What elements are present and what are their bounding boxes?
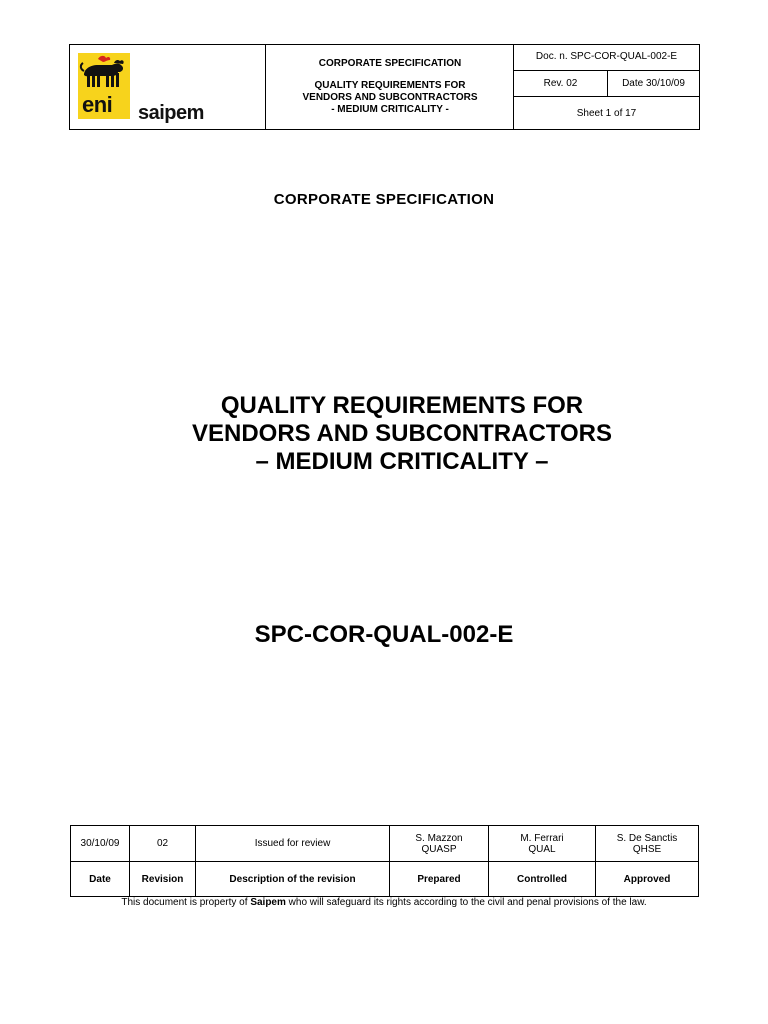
table-row [71, 826, 699, 862]
approved-cell [596, 826, 699, 862]
property-notice [0, 897, 768, 908]
controlled-name: M. Ferrari [520, 832, 564, 844]
header-subtitle [266, 80, 514, 116]
controlled-cell [489, 826, 596, 862]
header-description: Description of the revision [196, 862, 390, 897]
header-prepared: Prepared [390, 862, 489, 897]
header-date: Date [71, 862, 130, 897]
header-title: CORPORATE SPECIFICATION [318, 58, 462, 69]
approved-name: S. De Sanctis [616, 832, 678, 844]
prepared-cell [390, 826, 489, 862]
document-code: SPC-COR-QUAL-002-E [254, 621, 514, 648]
header-subtitle-line3: - MEDIUM CRITICALITY - [331, 104, 449, 115]
logo-cell [70, 45, 266, 129]
prepared-name: S. Mazzon [415, 832, 463, 844]
revision-date-cell: 30/10/09 [71, 826, 130, 862]
header-approved: Approved [596, 862, 699, 897]
revision-table [70, 825, 699, 897]
header-subtitle-line1: QUALITY REQUIREMENTS FOR [314, 80, 466, 91]
main-title-line2: VENDORS AND SUBCONTRACTORS [191, 420, 613, 447]
eni-wordmark: eni [82, 92, 113, 117]
notice-brand: Saipem [250, 897, 286, 908]
header-controlled: Controlled [489, 862, 596, 897]
saipem-wordmark: saipem [138, 102, 204, 124]
prepared-dept: QUASP [421, 843, 457, 855]
header-revision: Revision [130, 862, 196, 897]
revision-number-cell: 02 [130, 826, 196, 862]
main-title [100, 392, 704, 476]
table-header-row [71, 862, 699, 897]
revision-date-row [514, 71, 699, 97]
sheet-number: Sheet 1 of 17 [576, 107, 637, 119]
revision-number: Rev. 02 [514, 71, 608, 96]
main-title-line1: QUALITY REQUIREMENTS FOR [220, 392, 584, 419]
main-title-line3: – MEDIUM CRITICALITY – [255, 448, 549, 475]
revision-date: Date 30/10/09 [622, 78, 685, 89]
notice-text-before: This document is property of [121, 897, 251, 908]
revision-description-cell: Issued for review [196, 826, 390, 862]
header-meta-cell [514, 45, 699, 129]
notice-text-after: who will safeguard its rights according to the civil and penal provisions of the law. [285, 897, 647, 908]
section-title: CORPORATE SPECIFICATION [273, 191, 495, 208]
header-title-cell [266, 45, 514, 129]
eni-logo [78, 53, 130, 119]
document-header [69, 44, 700, 130]
controlled-dept: QUAL [528, 843, 556, 855]
six-legged-dog-icon [78, 53, 130, 93]
doc-number: Doc. n. SPC-COR-QUAL-002-E [514, 45, 699, 71]
approved-dept: QHSE [632, 843, 662, 855]
header-subtitle-line2: VENDORS AND SUBCONTRACTORS [302, 92, 478, 103]
